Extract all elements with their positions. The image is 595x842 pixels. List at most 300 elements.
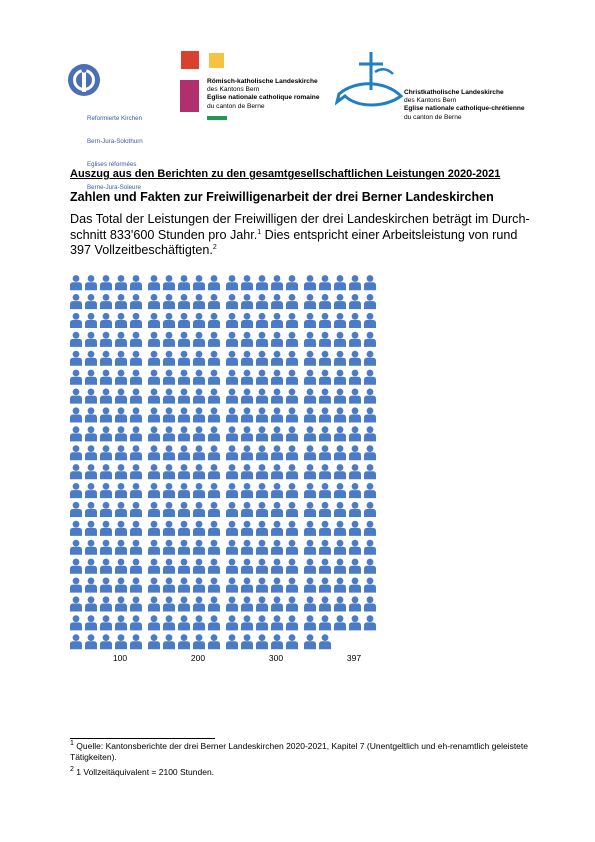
person-icon [364,275,376,290]
person-icon [334,407,346,422]
person-icon [70,502,82,517]
person-icon [100,615,112,630]
person-icon [208,332,220,347]
person-icon [319,483,331,498]
person-icon [349,540,361,555]
person-icon [70,313,82,328]
axis-tick-label: 100 [112,653,128,663]
person-icon [85,596,97,611]
person-icon [148,332,160,347]
person-icon [70,559,82,574]
person-icon [271,351,283,366]
person-icon [70,407,82,422]
person-icon [100,351,112,366]
person-icon [163,332,175,347]
person-icon [148,540,160,555]
person-icon [178,294,190,309]
person-icon [148,615,160,630]
person-icon [364,464,376,479]
person-icon [304,540,316,555]
person-icon [193,370,205,385]
person-icon [241,445,253,460]
person-icon [193,634,205,649]
person-icon [226,464,238,479]
person-icon [85,389,97,404]
person-icon [304,483,316,498]
person-icon [70,389,82,404]
person-icon [241,615,253,630]
person-icon [163,445,175,460]
person-icon [286,596,298,611]
person-icon [100,578,112,593]
person-icon [226,407,238,422]
person-icon [178,559,190,574]
person-icon [271,426,283,441]
person-icon [304,578,316,593]
person-icon [349,559,361,574]
person-icon [334,332,346,347]
person-icon [226,313,238,328]
person-icon [304,294,316,309]
person-icon [286,370,298,385]
person-icon [304,332,316,347]
person-icon [304,502,316,517]
person-icon [85,313,97,328]
person-icon [163,275,175,290]
person-icon [208,407,220,422]
person-icon [319,464,331,479]
person-icon [319,313,331,328]
person-icon [85,483,97,498]
person-icon [130,275,142,290]
person-icon [256,332,268,347]
person-icon [115,275,127,290]
person-icon [115,578,127,593]
person-icon [148,351,160,366]
person-icon [241,275,253,290]
person-icon [241,540,253,555]
person-icon [85,370,97,385]
person-icon [334,426,346,441]
person-icon [364,332,376,347]
person-icon [334,389,346,404]
person-icon [85,351,97,366]
person-icon [100,313,112,328]
person-icon [334,483,346,498]
person-icon [70,464,82,479]
person-icon [271,407,283,422]
person-icon [130,634,142,649]
person-icon [226,559,238,574]
person-icon [241,389,253,404]
person-icon [226,578,238,593]
person-icon [115,559,127,574]
person-icon [115,464,127,479]
person-icon [130,464,142,479]
footnote-2 [70,767,540,778]
person-icon [148,407,160,422]
person-icon [100,502,112,517]
person-icon [70,351,82,366]
person-icon [226,634,238,649]
person-icon [271,615,283,630]
person-icon [193,540,205,555]
person-icon [304,275,316,290]
person-icon [286,559,298,574]
person-icon [271,596,283,611]
person-icon [163,502,175,517]
person-icon [349,294,361,309]
person-icon [364,596,376,611]
rk-line-3: Eglise nationale catholique romaine [207,94,320,102]
person-icon [148,389,160,404]
person-icon [163,313,175,328]
person-icon [334,464,346,479]
person-icon [256,445,268,460]
person-icon [100,294,112,309]
person-icon [208,370,220,385]
person-icon [115,445,127,460]
person-icon [334,596,346,611]
person-icon [334,275,346,290]
person-icon [178,351,190,366]
person-icon [349,615,361,630]
person-icon [319,615,331,630]
person-icon [100,521,112,536]
person-icon [85,426,97,441]
person-icon [286,332,298,347]
person-icon [271,370,283,385]
person-icon [271,275,283,290]
ck-line-3: Eglise nationale catholique-chrétienne [404,105,525,113]
person-icon [193,275,205,290]
person-icon [148,634,160,649]
person-icon [70,578,82,593]
person-icon [100,275,112,290]
person-icon [163,351,175,366]
person-icon [226,370,238,385]
person-icon [208,275,220,290]
person-icon [130,351,142,366]
person-icon [286,540,298,555]
person-icon [271,294,283,309]
person-icon [349,407,361,422]
person-icon [349,502,361,517]
person-icon [226,540,238,555]
footnote-ref-1: 1 [257,228,262,236]
person-icon [241,370,253,385]
person-icon [208,634,220,649]
person-icon [193,426,205,441]
person-icon [334,313,346,328]
person-icon [193,502,205,517]
reformed-line-3: Eglises réformées [87,160,137,168]
person-icon [148,313,160,328]
person-icon [286,275,298,290]
person-icon [241,559,253,574]
person-icon [208,540,220,555]
person-icon [304,445,316,460]
person-icon [163,615,175,630]
person-icon [100,559,112,574]
person-icon [178,502,190,517]
person-icon [85,559,97,574]
person-icon [256,407,268,422]
person-icon [208,559,220,574]
person-icon [130,578,142,593]
person-icon [319,502,331,517]
person-icon [241,407,253,422]
person-icon [130,615,142,630]
person-icon [256,634,268,649]
person-icon [130,445,142,460]
person-icon [100,407,112,422]
person-icon [349,426,361,441]
person-icon [364,370,376,385]
person-icon [226,502,238,517]
person-icon [271,634,283,649]
person-icon [178,521,190,536]
person-icon [70,483,82,498]
person-icon [85,332,97,347]
axis-tick-label: 300 [268,653,284,663]
person-icon [178,615,190,630]
person-icon [226,275,238,290]
person-icon [226,615,238,630]
person-icon [364,521,376,536]
person-icon [256,596,268,611]
person-icon [241,426,253,441]
person-icon [364,578,376,593]
footnote-1-text: Quelle: Kantonsberichte der drei Berner Landeskirchen 2020-2021, Kapitel 7 (Unentgeltlich und eh-renamtlich geleistete Tätigkeiten). [70,741,529,762]
person-icon [256,578,268,593]
person-icon [178,332,190,347]
person-icon [70,615,82,630]
person-icon [241,464,253,479]
intro-text-2: Dies entspricht einer Arbeitsleistung von rund 397 Vollzeitbeschäftigten. [70,227,518,258]
person-icon [115,332,127,347]
person-icon [334,351,346,366]
person-icon [286,445,298,460]
person-icon [286,426,298,441]
person-icon [178,407,190,422]
person-icon [349,351,361,366]
person-icon [163,521,175,536]
person-icon [148,370,160,385]
person-icon [271,521,283,536]
person-icon [304,407,316,422]
person-icon [286,351,298,366]
person-icon [85,464,97,479]
person-icon [115,313,127,328]
person-icon [85,578,97,593]
person-icon [148,559,160,574]
person-icon [319,578,331,593]
person-icon [304,634,316,649]
person-icon [193,596,205,611]
person-icon [85,502,97,517]
person-icon [193,615,205,630]
person-icon [349,483,361,498]
person-icon [241,351,253,366]
person-icon [226,596,238,611]
person-icon [115,540,127,555]
person-icon [286,502,298,517]
person-icon [256,615,268,630]
person-icon [130,426,142,441]
person-icon [256,351,268,366]
person-icon [364,351,376,366]
person-icon [319,445,331,460]
person-icon [319,351,331,366]
person-icon [100,540,112,555]
person-icon [286,634,298,649]
person-icon [256,294,268,309]
person-icon [100,483,112,498]
person-icon [100,464,112,479]
person-icon [241,521,253,536]
person-icon [319,294,331,309]
person-icon [148,445,160,460]
person-icon [241,502,253,517]
person-icon [193,445,205,460]
person-icon [178,578,190,593]
person-icon [364,615,376,630]
person-icon [319,332,331,347]
ck-line-2: des Kantons Bern [404,97,457,105]
person-icon [271,464,283,479]
person-icon [349,445,361,460]
person-icon [163,596,175,611]
person-icon [256,521,268,536]
person-icon [319,521,331,536]
person-icon [163,578,175,593]
person-icon [256,483,268,498]
person-icon [304,615,316,630]
person-icon [115,370,127,385]
person-icon [256,426,268,441]
person-icon [163,559,175,574]
person-icon [226,332,238,347]
person-icon [178,540,190,555]
person-icon [115,483,127,498]
ck-line-4: du canton de Berne [404,113,462,121]
person-icon [178,445,190,460]
person-icon [319,540,331,555]
rk-line-4: du canton de Berne [207,102,265,110]
person-icon [70,370,82,385]
person-icon [115,521,127,536]
person-icon [163,540,175,555]
person-icon [85,407,97,422]
person-icon [208,464,220,479]
person-icon [241,578,253,593]
person-icon [148,521,160,536]
footnote-2-text: 1 Vollzeitäquivalent = 2100 Stunden. [76,767,215,777]
person-icon [148,464,160,479]
person-icon [226,445,238,460]
person-icon [193,578,205,593]
person-icon [334,521,346,536]
person-icon [286,313,298,328]
person-icon [163,426,175,441]
person-icon [163,634,175,649]
person-icon [130,540,142,555]
document-title: Zahlen und Fakten zur Freiwilligenarbeit der drei Berner Landeskirchen [70,190,494,204]
person-icon [208,426,220,441]
person-icon [241,332,253,347]
person-icon [271,313,283,328]
person-icon [193,294,205,309]
person-icon [364,483,376,498]
person-icon [256,502,268,517]
person-icon [178,426,190,441]
person-icon [364,502,376,517]
rk-line-1: Römisch-katholische Landeskirche [207,78,318,85]
person-icon [286,407,298,422]
person-icon [178,389,190,404]
person-icon [256,389,268,404]
person-icon [115,294,127,309]
person-icon [334,445,346,460]
person-icon [115,407,127,422]
person-icon [130,407,142,422]
person-icon [178,313,190,328]
person-icon [130,370,142,385]
person-icon [256,559,268,574]
person-icon [226,389,238,404]
person-icon [178,483,190,498]
person-icon [163,389,175,404]
person-icon [100,332,112,347]
person-icon [130,483,142,498]
person-icon [319,275,331,290]
person-icon [130,559,142,574]
person-icon [256,540,268,555]
person-icon [208,351,220,366]
person-icon [286,389,298,404]
person-icon [319,389,331,404]
person-icon [130,294,142,309]
person-icon [319,596,331,611]
person-icon [85,275,97,290]
person-icon [364,407,376,422]
document-subtitle: Auszug aus den Berichten zu den gesamtgesellschaftlichen Leistungen 2020-2021 [70,168,501,180]
person-icon [304,426,316,441]
person-icon [193,483,205,498]
person-icon [304,521,316,536]
person-icon [364,426,376,441]
person-icon [130,521,142,536]
rk-line-2: des Kantons Bern [207,86,260,94]
person-icon [319,634,331,649]
person-icon [130,502,142,517]
person-icon [193,389,205,404]
person-icon [208,313,220,328]
person-icon [226,521,238,536]
person-icon [226,426,238,441]
footnote-separator [70,738,215,739]
person-icon [364,445,376,460]
person-icon [70,275,82,290]
person-icon [70,294,82,309]
person-icon [100,370,112,385]
person-icon [70,521,82,536]
reformed-line-2: Bern-Jura-Solothurn [87,137,143,145]
person-icon [100,634,112,649]
person-icon [193,521,205,536]
person-icon [85,615,97,630]
